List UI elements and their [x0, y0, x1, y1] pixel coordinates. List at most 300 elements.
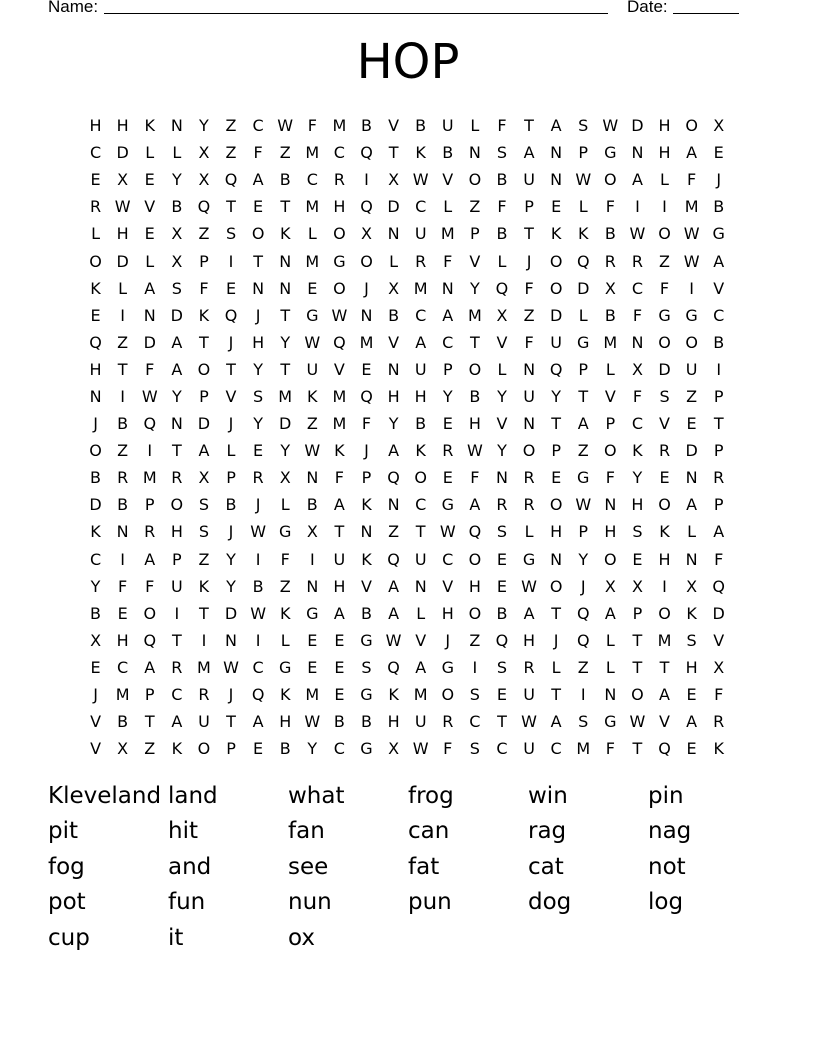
grid-cell: O [604, 441, 617, 461]
grid-cell: W [602, 116, 619, 136]
grid-cell: E [496, 576, 507, 596]
grid-cell: V [90, 739, 102, 759]
grid-cell: X [90, 630, 102, 650]
grid-cell: U [414, 224, 427, 244]
grid-cell: W [412, 739, 429, 759]
grid-cell: O [251, 224, 265, 244]
grid-row [82, 600, 732, 627]
grid-cell: N [468, 143, 481, 163]
grid-cell: Z [198, 549, 210, 569]
grid-cell: T [524, 116, 534, 136]
grid-cell: K [577, 224, 589, 244]
grid-row [82, 491, 732, 518]
grid-cell: E [551, 197, 562, 217]
grid-cell: K [144, 116, 155, 136]
grid-cell: P [172, 549, 182, 569]
grid-cell: A [631, 170, 643, 190]
grid-cell: F [605, 197, 615, 217]
grid-cell: X [604, 278, 616, 298]
grid-cell: Q [549, 359, 563, 379]
grid-cell: F [605, 468, 615, 488]
grid-cell: K [686, 603, 697, 623]
grid-cell: X [117, 170, 129, 190]
grid-cell: W [304, 332, 321, 352]
grid-cell: L [91, 224, 100, 244]
grid-cell: H [333, 197, 346, 217]
grid-cell: F [632, 386, 643, 406]
grid-cell: W [521, 712, 537, 732]
grid-row [82, 139, 732, 166]
grid-cell: S [469, 739, 480, 759]
grid-cell: K [90, 278, 101, 298]
grid-cell: T [199, 603, 209, 623]
grid-cell: X [117, 739, 129, 759]
grid-cell: F [524, 332, 534, 352]
grid-cell: P [144, 685, 155, 705]
grid-cell: R [442, 441, 454, 461]
grid-cell: F [145, 359, 155, 379]
grid-cell: X [361, 224, 372, 244]
grid-cell: A [577, 414, 589, 434]
grid-cell: B [360, 603, 372, 623]
letter-grid [82, 112, 732, 762]
grid-cell: N [685, 468, 698, 488]
grid-cell: R [89, 197, 102, 217]
grid-cell: U [414, 712, 427, 732]
grid-cell: X [279, 468, 291, 488]
grid-cell: F [280, 549, 290, 569]
grid-cell: E [713, 143, 724, 163]
grid-cell: K [361, 495, 372, 515]
grid-cell: C [415, 305, 427, 325]
word-bank-item: cat [528, 853, 564, 880]
grid-cell: W [575, 495, 592, 515]
grid-cell: V [659, 712, 670, 732]
name-line [104, 13, 608, 14]
grid-cell: R [523, 468, 535, 488]
grid-cell: Y [280, 441, 291, 461]
grid-cell: G [604, 712, 617, 732]
word-bank-item: land [168, 782, 218, 809]
grid-row [82, 437, 732, 464]
grid-cell: T [415, 522, 426, 542]
grid-cell: K [550, 224, 562, 244]
grid-cell: O [631, 685, 644, 705]
grid-cell: B [171, 197, 183, 217]
grid-cell: F [307, 116, 317, 136]
grid-cell: G [441, 657, 454, 677]
grid-cell: L [524, 522, 534, 542]
grid-cell: C [415, 197, 427, 217]
grid-cell: G [577, 332, 590, 352]
grid-cell: U [333, 549, 346, 569]
grid-cell: P [578, 522, 589, 542]
grid-cell: L [660, 170, 669, 190]
grid-cell: C [333, 739, 345, 759]
grid-cell: O [658, 332, 671, 352]
grid-cell: R [171, 468, 183, 488]
grid-cell: T [497, 712, 507, 732]
word-bank-row [48, 778, 788, 814]
grid-cell: A [686, 712, 698, 732]
grid-cell: V [469, 251, 481, 271]
grid-cell: W [141, 386, 158, 406]
word-bank-item: Kleveland [48, 782, 162, 809]
grid-cell: C [333, 143, 345, 163]
grid-cell: F [334, 468, 344, 488]
grid-cell: O [468, 549, 482, 569]
grid-cell: A [686, 143, 698, 163]
grid-cell: M [684, 197, 699, 217]
grid-cell: X [388, 739, 400, 759]
grid-cell: T [334, 522, 345, 542]
grid-cell: U [414, 359, 427, 379]
grid-row [82, 275, 732, 302]
grid-cell: A [442, 305, 454, 325]
grid-cell: E [253, 739, 264, 759]
grid-cell: V [361, 576, 372, 596]
grid-cell: U [550, 332, 562, 352]
grid-cell: Z [306, 414, 318, 434]
grid-cell: Q [495, 278, 509, 298]
grid-cell: Z [144, 739, 156, 759]
grid-cell: Q [576, 603, 590, 623]
grid-cell: S [225, 224, 237, 244]
grid-cell: S [171, 278, 182, 298]
grid-cell: C [89, 549, 102, 569]
grid-cell: J [255, 305, 261, 325]
grid-cell: E [496, 549, 507, 569]
grid-cell: B [252, 576, 264, 596]
grid-cell: A [144, 278, 156, 298]
grid-cell: R [523, 495, 535, 515]
grid-cell: B [442, 143, 454, 163]
grid-cell: N [306, 576, 319, 596]
grid-cell: Q [387, 657, 400, 677]
grid-cell: Y [388, 414, 399, 434]
grid-row [82, 356, 732, 383]
grid-cell: W [466, 441, 483, 461]
grid-cell: A [550, 712, 562, 732]
grid-cell: A [659, 685, 670, 705]
grid-cell: U [441, 116, 454, 136]
grid-cell: K [415, 143, 426, 163]
grid-cell: Z [577, 441, 589, 461]
grid-cell: M [332, 414, 347, 434]
grid-cell: Y [199, 116, 209, 136]
grid-cell: W [223, 657, 239, 677]
grid-cell: X [388, 278, 400, 298]
grid-cell: T [524, 224, 534, 244]
grid-cell: J [364, 441, 369, 461]
word-bank-item: fan [288, 818, 325, 845]
grid-cell: Y [171, 170, 182, 190]
grid-cell: W [521, 576, 537, 596]
grid-row [82, 112, 732, 139]
grid-cell: O [441, 685, 455, 705]
grid-cell: J [445, 630, 451, 650]
grid-cell: D [712, 603, 725, 623]
grid-cell: K [90, 522, 101, 542]
grid-cell: H [252, 332, 265, 352]
grid-cell: Q [360, 197, 373, 217]
grid-cell: M [440, 224, 455, 244]
grid-cell: O [468, 603, 482, 623]
grid-cell: I [255, 549, 261, 569]
grid-row [82, 654, 732, 681]
grid-cell: N [279, 278, 292, 298]
grid-cell: I [120, 386, 125, 406]
grid-cell: I [689, 278, 694, 298]
grid-cell: L [497, 251, 507, 271]
grid-cell: O [658, 495, 671, 515]
grid-cell: F [714, 549, 724, 569]
grid-cell: A [713, 251, 725, 271]
grid-cell: A [252, 170, 264, 190]
grid-cell: G [279, 657, 292, 677]
grid-cell: Q [89, 332, 102, 352]
grid-cell: H [685, 657, 698, 677]
grid-cell: B [713, 197, 725, 217]
grid-cell: E [632, 549, 643, 569]
grid-cell: E [307, 657, 318, 677]
grid-cell: B [117, 495, 129, 515]
grid-cell: P [632, 603, 643, 623]
grid-cell: M [413, 278, 428, 298]
grid-cell: E [686, 685, 697, 705]
grid-cell: T [144, 712, 155, 732]
grid-cell: W [114, 197, 131, 217]
grid-cell: A [686, 495, 698, 515]
grid-cell: U [685, 359, 698, 379]
grid-cell: K [415, 441, 426, 461]
grid-cell: K [307, 386, 318, 406]
grid-cell: O [549, 495, 563, 515]
grid-cell: C [306, 170, 318, 190]
grid-cell: B [90, 468, 102, 488]
grid-cell: P [226, 468, 236, 488]
word-bank-item: dog [528, 889, 572, 916]
grid-cell: I [201, 630, 207, 650]
grid-cell: X [198, 170, 210, 190]
grid-cell: O [197, 739, 211, 759]
grid-row [82, 573, 732, 600]
grid-cell: Y [280, 332, 291, 352]
grid-cell: R [333, 170, 345, 190]
grid-cell: N [89, 386, 102, 406]
grid-cell: H [116, 630, 129, 650]
word-bank-item: and [168, 853, 212, 880]
grid-cell: D [658, 359, 671, 379]
grid-cell: R [442, 712, 454, 732]
grid-cell: V [442, 170, 454, 190]
grid-cell: O [658, 224, 671, 244]
grid-cell: U [306, 359, 319, 379]
grid-cell: X [198, 468, 210, 488]
grid-cell: G [522, 549, 536, 569]
grid-cell: B [415, 414, 427, 434]
grid-cell: G [604, 143, 617, 163]
grid-cell: V [415, 630, 427, 650]
grid-cell: K [713, 739, 724, 759]
word-bank-item: pin [648, 782, 684, 809]
grid-cell: F [470, 468, 480, 488]
grid-cell: E [90, 657, 101, 677]
grid-cell: D [387, 197, 400, 217]
grid-cell: V [604, 386, 616, 406]
grid-cell: C [252, 116, 264, 136]
grid-cell: Y [226, 576, 236, 596]
grid-cell: Y [90, 576, 101, 596]
grid-cell: U [523, 386, 535, 406]
grid-cell: F [199, 278, 209, 298]
grid-cell: D [631, 116, 644, 136]
grid-cell: F [145, 576, 155, 596]
grid-cell: R [198, 685, 210, 705]
grid-cell: K [198, 576, 210, 596]
grid-cell: E [686, 739, 697, 759]
grid-cell: Y [307, 739, 318, 759]
grid-cell: Q [468, 522, 482, 542]
grid-cell: Q [251, 685, 265, 705]
grid-cell: S [361, 657, 372, 677]
grid-cell: Q [387, 468, 400, 488]
grid-cell: H [468, 576, 481, 596]
grid-cell: Z [469, 630, 481, 650]
grid-cell: X [686, 576, 698, 596]
grid-cell: H [658, 549, 671, 569]
grid-cell: D [89, 495, 102, 515]
grid-cell: E [117, 603, 128, 623]
grid-cell: O [549, 278, 563, 298]
grid-cell: E [90, 170, 101, 190]
grid-cell: X [713, 657, 725, 677]
grid-cell: S [198, 495, 209, 515]
grid-row [82, 247, 732, 274]
grid-cell: E [253, 441, 264, 461]
grid-cell: Z [523, 305, 535, 325]
grid-cell: B [388, 305, 400, 325]
grid-cell: E [686, 414, 697, 434]
grid-cell: K [279, 603, 291, 623]
grid-row [82, 329, 732, 356]
grid-cell: M [359, 332, 374, 352]
grid-cell: X [171, 251, 183, 271]
word-bank-item: cup [48, 924, 90, 951]
grid-cell: K [388, 685, 399, 705]
grid-cell: N [279, 251, 292, 271]
grid-cell: O [468, 359, 482, 379]
grid-cell: Q [360, 386, 373, 406]
grid-cell: T [578, 386, 589, 406]
grid-cell: Y [253, 414, 263, 434]
grid-cell: W [277, 116, 294, 136]
grid-cell: T [226, 712, 236, 732]
grid-cell: Z [117, 441, 129, 461]
grid-cell: Q [495, 630, 509, 650]
grid-cell: Z [469, 197, 481, 217]
grid-cell: J [93, 414, 98, 434]
grid-cell: Y [578, 549, 589, 569]
word-bank-item: pun [408, 889, 452, 916]
grid-cell: C [713, 305, 725, 325]
grid-cell: E [144, 224, 155, 244]
grid-cell: E [496, 685, 507, 705]
grid-cell: M [142, 468, 157, 488]
grid-cell: Y [171, 386, 182, 406]
grid-cell: C [252, 657, 264, 677]
grid-cell: S [578, 712, 589, 732]
grid-cell: I [255, 630, 261, 650]
grid-cell: Z [225, 116, 237, 136]
grid-cell: Y [442, 386, 453, 406]
grid-cell: N [441, 278, 454, 298]
grid-cell: T [226, 197, 236, 217]
grid-cell: F [118, 576, 128, 596]
grid-cell: M [197, 657, 211, 677]
grid-cell: H [441, 603, 454, 623]
word-bank-item: fat [408, 853, 440, 880]
grid-cell: E [253, 197, 264, 217]
grid-cell: L [443, 197, 453, 217]
grid-cell: C [469, 712, 481, 732]
grid-cell: U [523, 170, 535, 190]
grid-cell: O [549, 576, 563, 596]
grid-cell: T [280, 305, 291, 325]
grid-cell: G [685, 305, 698, 325]
grid-cell: B [496, 603, 508, 623]
grid-cell: P [442, 359, 453, 379]
grid-cell: X [171, 224, 183, 244]
grid-cell: C [442, 332, 454, 352]
grid-cell: U [523, 685, 535, 705]
word-bank-item: what [288, 782, 345, 809]
grid-cell: E [144, 170, 155, 190]
grid-cell: N [495, 468, 508, 488]
grid-cell: A [171, 332, 183, 352]
grid-cell: I [364, 170, 369, 190]
grid-cell: N [523, 414, 536, 434]
grid-cell: M [115, 685, 130, 705]
grid-cell: K [198, 305, 210, 325]
grid-cell: R [171, 657, 183, 677]
grid-cell: I [716, 359, 722, 379]
grid-cell: J [228, 522, 234, 542]
grid-cell: P [713, 441, 724, 461]
grid-cell: R [713, 712, 725, 732]
grid-cell: V [659, 414, 670, 434]
grid-cell: T [713, 414, 724, 434]
grid-cell: N [685, 549, 698, 569]
grid-cell: O [549, 251, 563, 271]
grid-cell: L [551, 657, 561, 677]
grid-cell: M [413, 685, 428, 705]
grid-cell: N [143, 305, 156, 325]
grid-cell: F [524, 278, 534, 298]
grid-row [82, 464, 732, 491]
grid-cell: X [388, 170, 400, 190]
word-bank-row [48, 885, 788, 921]
grid-cell: Z [198, 224, 210, 244]
grid-cell: V [388, 116, 400, 136]
grid-cell: P [713, 495, 724, 515]
grid-cell: F [497, 116, 507, 136]
grid-cell: X [306, 522, 318, 542]
grid-cell: O [604, 170, 617, 190]
grid-cell: L [307, 224, 317, 244]
grid-cell: J [228, 685, 234, 705]
grid-cell: P [713, 386, 724, 406]
